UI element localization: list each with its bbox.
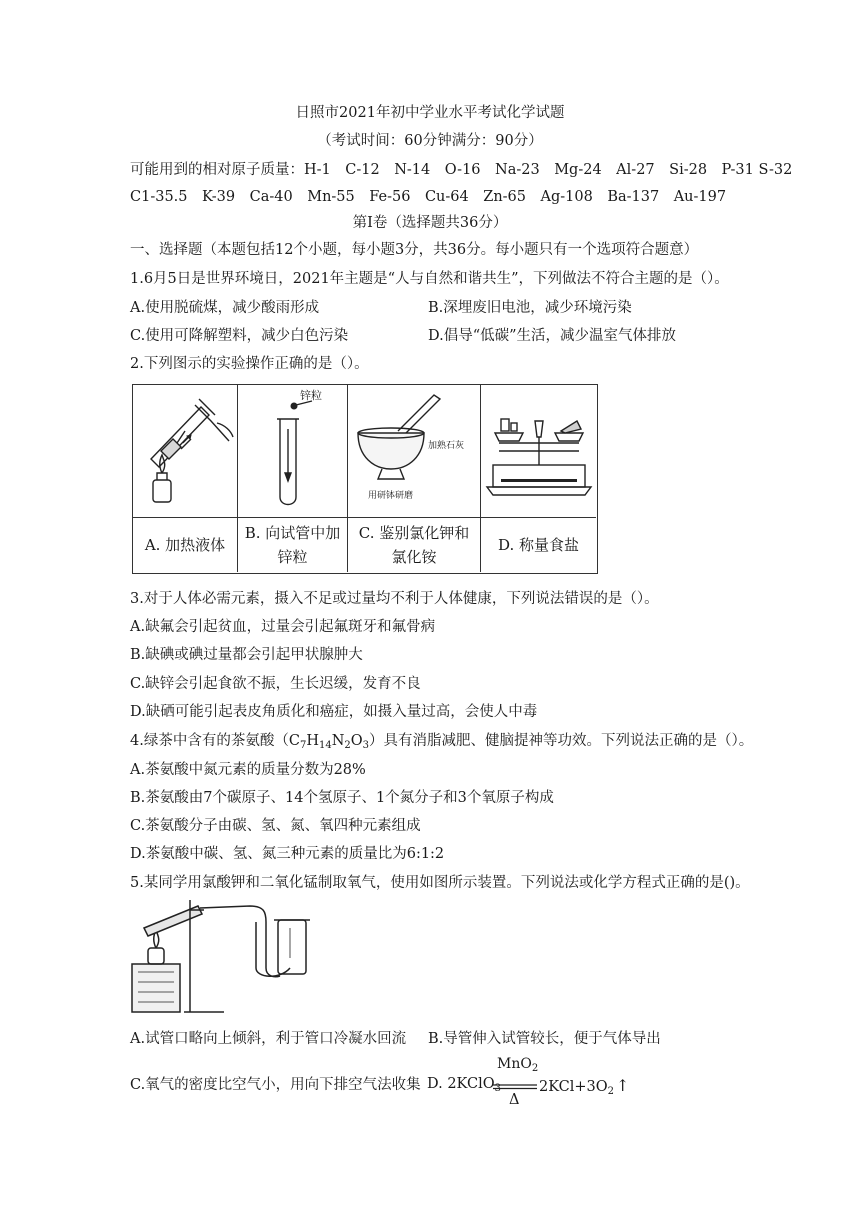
q1-option-a: A.使用脱硫煤，减少酸雨形成 — [130, 300, 320, 316]
q4-stem-part: H — [306, 733, 319, 749]
section-title: 一、选择题（本题包括12个小题，每小题3分，共36分。每小题只有一个选项符合题意） — [130, 242, 699, 258]
q3-option-c: C.缺锌会引起食欲不振，生长迟缓，发育不良 — [130, 676, 421, 692]
q2-stem: 2.下列图示的实验操作正确的是（）。 — [130, 356, 369, 372]
q2-figure-d — [481, 385, 596, 572]
q2-caption-d: D. 称量食盐 — [481, 517, 596, 572]
q3-option-d: D.缺硒可能引起表皮角质化和癌症，如摄入量过高，会使人中毒 — [130, 704, 538, 720]
q4-stem-part: N — [331, 733, 345, 749]
q4-stem-part: 4.绿茶中含有的茶氨酸（C — [130, 733, 300, 749]
q5-option-a: A.试管口略向上倾斜，利于管口冷凝水回流 — [130, 1031, 407, 1047]
equation-double-line — [493, 1084, 537, 1090]
q5-apparatus-illustration — [130, 898, 320, 1016]
q4-sub: 2 — [344, 740, 351, 751]
lime-label: 加熟石灰 — [428, 441, 465, 451]
q2-caption-a: A. 加热液体 — [133, 517, 237, 572]
q5-option-d-equation — [427, 1058, 647, 1110]
balance-scale-illustration — [481, 385, 596, 517]
q5-option-c: C.氧气的密度比空气小，用向下排空气法收集 — [130, 1077, 421, 1093]
q4-stem-part: ）具有消脂减肥、健脑提神等功效。下列说法正确的是（）。 — [369, 733, 754, 749]
equation-sub: 2 — [531, 1063, 539, 1074]
q4-option-c: C.茶氨酸分子由碳、氢、氮、氧四种元素组成 — [130, 818, 421, 834]
q1-option-d: D.倡导“低碳”生活，减少温室气体排放 — [428, 328, 677, 344]
equation-catalyst-text: MnO — [497, 1056, 532, 1072]
equation-sub: 3 — [494, 1083, 501, 1094]
q5-stem: 5.某同学用氯酸钾和二氧化锰制取氧气，使用如图所示装置。下列说法或化学方程式正确的是()。 — [130, 875, 750, 891]
q3-stem: 3.对于人体必需元素，摄入不足或过量均不利于人体健康，下列说法错误的是（）。 — [130, 591, 659, 607]
equation-products — [539, 1076, 629, 1097]
q4-sub: 7 — [299, 740, 307, 751]
equation-reactant-text: D. 2KClO — [427, 1076, 495, 1092]
q2-figure-c — [348, 385, 481, 572]
q3-option-a: A.缺氟会引起贫血，过量会引起氟斑牙和氟骨病 — [130, 619, 436, 635]
exam-info: （考试时间：60分钟满分：90分） — [317, 133, 543, 149]
equation-condition: Δ — [509, 1092, 520, 1108]
equation-catalyst — [497, 1056, 538, 1074]
exam-title: 日照市2021年初中学业水平考试化学试题 — [295, 105, 565, 121]
q4-sub: 14 — [318, 740, 332, 751]
q2-figure-b — [238, 385, 348, 572]
q4-stem — [130, 732, 753, 755]
equation-products-text: 2KCl+3O — [539, 1079, 608, 1095]
atomic-masses-line-2: C1-35.5 K-39 Ca-40 Mn-55 Fe-56 Cu-64 Zn-65 Ag-108 Ba-137 Au-197 — [130, 189, 727, 205]
q2-figure — [132, 384, 598, 574]
q4-option-a: A.茶氨酸中氮元素的质量分数为28% — [130, 762, 366, 778]
q4-option-d: D.茶氨酸中碳、氢、氮三种元素的质量比为6:1:2 — [130, 846, 445, 862]
grind-label: 用研钵研磨 — [368, 491, 414, 501]
q1-option-b: B.深埋废旧电池，减少环境污染 — [428, 300, 632, 316]
q3-option-b: B.缺碘或碘过量都会引起甲状腺肿大 — [130, 647, 363, 663]
q2-caption-b: B. 向试管中加锌粒 — [238, 517, 347, 572]
gas-arrow-icon: ↑ — [616, 1076, 630, 1095]
heating-liquid-illustration — [133, 385, 238, 517]
q4-option-b: B.茶氨酸由7个碳原子、14个氢原子、1个氮分子和3个氧原子构成 — [130, 790, 554, 806]
q1-option-c: C.使用可降解塑料，减少白色污染 — [130, 328, 349, 344]
q2-figure-a — [133, 385, 238, 572]
equation-sub: 2 — [607, 1086, 615, 1097]
test-tube-zinc-illustration — [238, 385, 348, 517]
atomic-masses-line-1: 可能用到的相对原子质量：H-1 C-12 N-14 O-16 Na-23 Mg-24 Al-27 Si-28 P-31 S-32 — [130, 162, 793, 178]
q2-caption-c: C. 鉴别氯化钾和氯化铵 — [348, 517, 480, 572]
q5-option-b: B.导管伸入试管较长，便于气体导出 — [428, 1031, 661, 1047]
q4-stem-part: O — [350, 733, 363, 749]
q4-sub: 3 — [362, 740, 370, 751]
part-title: 第Ⅰ卷（选择题共36分） — [352, 215, 508, 231]
zinc-label: 锌粒 — [300, 389, 322, 402]
equation-reactant — [427, 1076, 501, 1094]
q1-stem: 1.6月5日是世界环境日，2021年主题是“人与自然和谐共生”，下列做法不符合主题的是（）。 — [130, 271, 729, 287]
